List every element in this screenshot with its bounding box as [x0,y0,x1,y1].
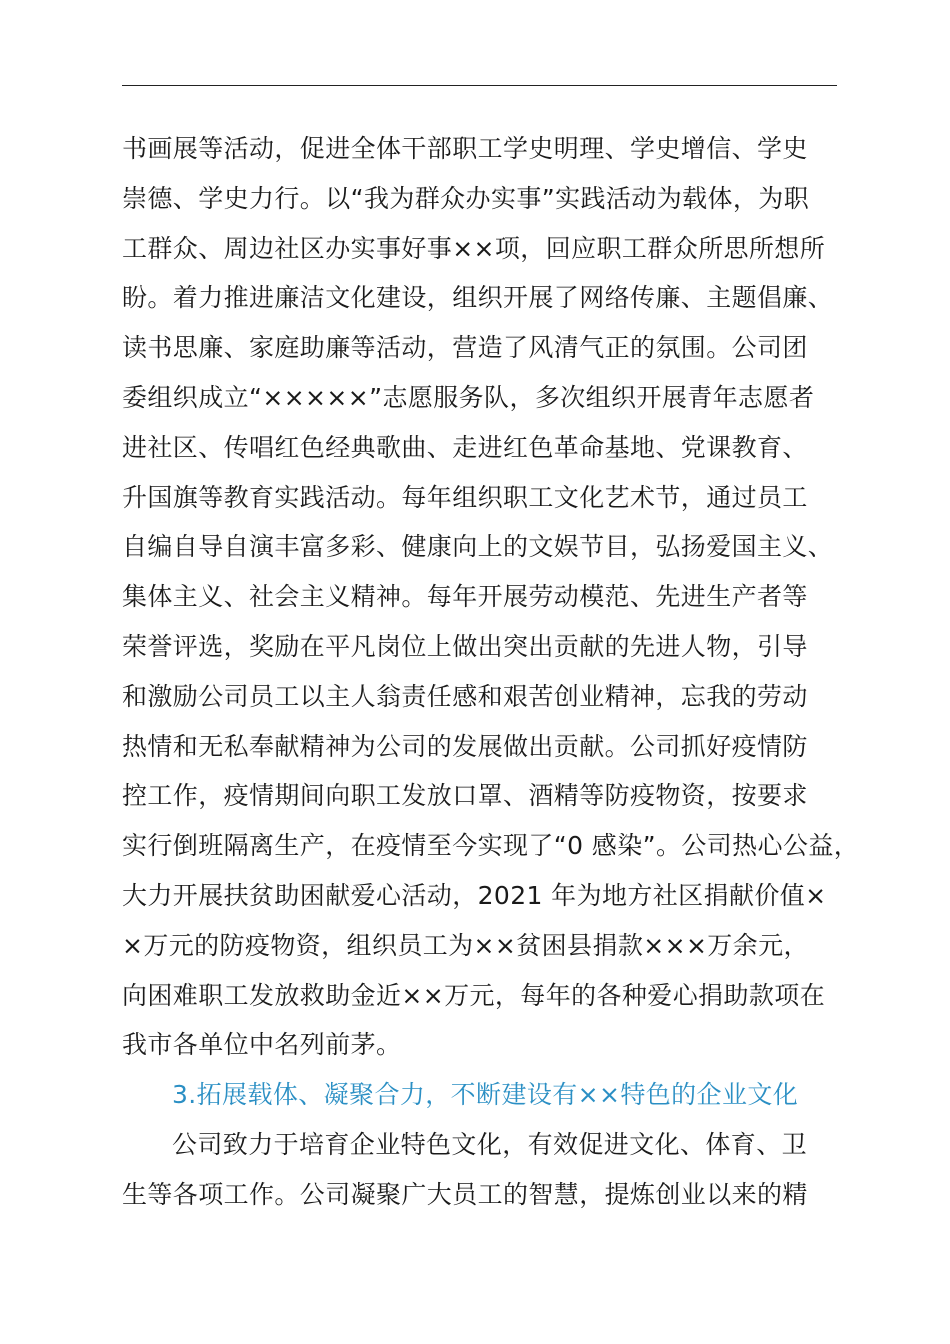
text-line: 荣誉评选，奖励在平凡岗位上做出突出贡献的先进人物，引导 [122,631,808,661]
text-line: 生等各项工作。公司凝聚广大员工的智慧，提炼创业以来的精 [122,1179,808,1209]
text-line: 和激励公司员工以主人翁责任感和艰苦创业精神，忘我的劳动 [122,681,808,711]
text-line: 升国旗等教育实践活动。每年组织职工文化艺术节，通过员工 [122,482,808,512]
text-line: 实行倒班隔离生产，在疫情至今实现了“0 感染”。公司热心公益， [122,831,860,861]
text-line: 进社区、传唱红色经典歌曲、走进红色革命基地、党课教育、 [122,432,808,462]
text-line: 书画展等活动，促进全体干部职工学史明理、学史增信、学史 [122,134,808,163]
text-line: 控工作，疫情期间向职工发放口罩、酒精等防疫物资，按要求 [122,781,808,811]
text-line: 热情和无私奉献精神为公司的发展做出贡献。公司抓好疫情防 [122,731,808,761]
text-line: ×万元的防疫物资，组织员工为××贫困县捐款×××万余元， [122,930,809,960]
text-line: 读书思廉、家庭助廉等活动，营造了风清气正的氛围。公司团 [122,333,808,363]
text-line: 集体主义、社会主义精神。每年开展劳动模范、先进生产者等 [122,582,808,612]
document-body [122,124,860,1220]
text-line: 向困难职工发放救助金近××万元，每年的各种爱心捐助款项在 [122,980,826,1010]
text-line: 大力开展扶贫助困献爱心活动，2021 年为地方社区捐献价值× [122,880,827,910]
text-line: 工群众、周边社区办实事好事××项，回应职工群众所思所想所 [122,233,826,263]
header-rule [122,85,837,86]
text-line: 自编自导自演丰富多彩、健康向上的文娱节目，弘扬爱国主义、 [122,532,834,562]
paragraph-1 [122,124,860,1070]
text-line: 我市各单位中名列前茅。 [122,1030,402,1060]
text-line: 委组织成立“×××××”志愿服务队，多次组织开展青年志愿者 [122,382,815,412]
paragraph-2 [122,1120,842,1220]
section-heading: 3.拓展载体、凝聚合力，不断建设有××特色的企业文化 [172,1080,799,1110]
text-line: 崇德、学史力行。以“我为群众办实事”实践活动为载体，为职 [122,183,810,213]
text-line: 公司致力于培育企业特色文化，有效促进文化、体育、卫 [172,1129,808,1159]
text-line: 盼。着力推进廉洁文化建设，组织开展了网络传廉、主题倡廉、 [122,283,834,313]
